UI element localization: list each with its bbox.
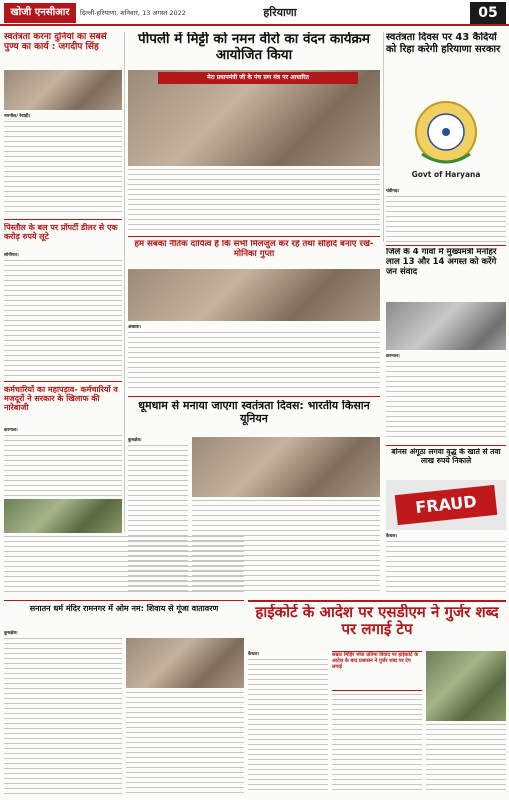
- article-9-headline: बोनस अंगूठा लगवा वृद्ध के खाते से तवा लाख रुपये निकाले: [391, 448, 501, 465]
- emblem-caption: Govt of Haryana: [411, 170, 481, 179]
- article-10-photo: [126, 638, 244, 688]
- article-10-headline: सनातन धर्म मंदिर रामनगर में ओम नम: शिवाय से गूंजा वातावरण: [29, 604, 219, 613]
- article-4-headline: पिस्तौल के बल पर प्रॉपर्टी डीलर से एक करोड़ रुपये लूटे: [4, 223, 118, 242]
- page-number: 05: [470, 2, 506, 24]
- article-2-photo: [128, 70, 380, 166]
- article-10-body: [4, 638, 122, 794]
- article-11-body-cont-2: [426, 724, 506, 794]
- masthead: [0, 0, 509, 26]
- article-9-fraud-graphic: [386, 480, 506, 530]
- article-1-body: [4, 121, 122, 216]
- article-11-pullquote: सम्राट मिहिर भोज प्रतिमा विवाद पर हाईकोर्ट के आदेश के बाद प्रशासन ने गुर्जर शब्द पर टेप लगाई: [332, 651, 422, 691]
- article-4-byline: सोनीपत।: [4, 253, 19, 258]
- dateline: दिल्ली-हरियाणा, शनिवार, 13 अगस्त 2022: [80, 9, 186, 17]
- divider: [386, 445, 506, 446]
- article-10-body-cont: [126, 692, 244, 794]
- article-2-body: [128, 169, 380, 231]
- article-5-body: [128, 332, 380, 392]
- article-3-headline: स्वतंत्रता दिवस पर 43 कैदियों को रिहा करेगी हरियाणा सरकार: [386, 32, 501, 55]
- article-11-byline: कैथल।: [248, 652, 260, 657]
- article-1-headline: स्वतंत्रता करना दुनियां का सबसे पुण्य का कार्य : जगदीप सिंह: [4, 32, 107, 53]
- article-8-body: [128, 445, 188, 593]
- fraud-stamp: FRAUD: [395, 485, 498, 525]
- article-8-body-cont: [192, 500, 380, 593]
- divider: [248, 600, 506, 602]
- haryana-emblem: [400, 92, 492, 184]
- article-6-photo: [386, 302, 506, 350]
- article-7-body: [4, 435, 122, 497]
- article-11-statue-photo: [426, 651, 506, 721]
- section-title: हरियाणा: [263, 6, 297, 19]
- article-4-body: [4, 260, 122, 378]
- article-9-byline: कैथल।: [386, 534, 398, 539]
- article-2-headline: पीपली में मिट्टी को नमन वीरो का वंदन कार्यक्रम आयोजित किया: [138, 32, 370, 63]
- article-5-photo: [128, 269, 380, 321]
- article-3-byline: चंडीगढ़।: [386, 189, 400, 194]
- article-2-photo-banner: मेरा प्रधानमंत्री जी के पंच प्रण मंत्र पर आधारित: [158, 72, 358, 84]
- article-6-headline-block: जिले के 4 गांवों में मुख्यमंत्री मनोहर लाल 13 और 14 अगस्त को करेंगे जन संवाद: [386, 248, 497, 277]
- article-6-body: [386, 361, 506, 441]
- divider: [386, 245, 506, 246]
- article-9-body: [386, 541, 506, 596]
- article-5-headline: हम सबका नैतिक दायित्व है कि सभी मिलजुल कर रहें तथा सौहार्द बनाए रखें-मोनिका गुप्ता: [134, 240, 374, 259]
- article-3-body: [386, 196, 506, 242]
- article-8-byline: कुरुक्षेत्र।: [128, 438, 142, 443]
- article-7-headline: कर्मचारियों का महापड़ाव- कर्मचारियों व मजदूरों ने सरकार के खिलाफ की नारेबाजी: [4, 385, 118, 413]
- article-1-photo: [4, 70, 122, 110]
- article-11-body-cont: [332, 694, 422, 794]
- article-8-photo: [192, 437, 380, 497]
- divider: [4, 219, 122, 220]
- article-6-byline: करनाल।: [386, 354, 400, 359]
- column-rule: [383, 32, 384, 242]
- divider: [128, 396, 380, 397]
- divider: [4, 381, 122, 382]
- article-1-byline: नारनौल/ रेवाड़ी।: [4, 114, 31, 119]
- divider: [128, 236, 380, 237]
- article-10-byline: कुरुक्षेत्र।: [4, 631, 18, 636]
- article-7-photo: [4, 499, 122, 533]
- article-5-byline: अंबाला।: [128, 325, 142, 330]
- article-8-headline: धूमधाम से मनाया जाएगा स्वतंत्रता दिवस: भारतीय किसान यूनियन: [138, 400, 370, 425]
- divider: [4, 600, 244, 601]
- article-11-body: [248, 659, 328, 794]
- article-7-byline: करनाल।: [4, 428, 18, 433]
- article-11-headline: हाईकोर्ट के आदेश पर एसडीएम ने गुर्जर शब्द पर लगाई टेप: [255, 604, 499, 639]
- column-rule: [124, 32, 125, 532]
- brand-logo: खोजी एनसीआर: [4, 3, 76, 23]
